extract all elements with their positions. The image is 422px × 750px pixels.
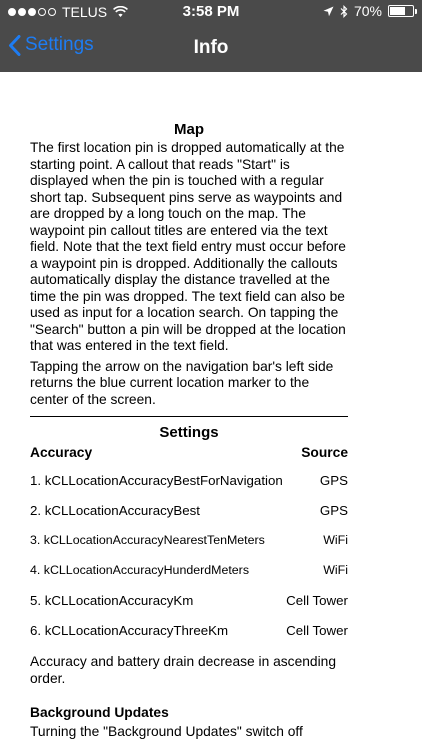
battery-level-fill [390, 7, 405, 15]
settings-section-title: Settings [159, 424, 219, 441]
info-content [30, 120, 348, 739]
top-bar [0, 0, 422, 72]
background-updates-title: Background Updates [30, 705, 169, 720]
battery-percent: 70% [353, 3, 382, 19]
map-section-title: Map [174, 121, 204, 138]
map-paragraph: The first location pin is dropped automatically at the starting point. A callout that reads "Start" is displayed when the pin is touched with a regular short tap. Subsequent pins serve as waypoints and are dropped by a long touch on the map. The waypoint pin callout titles are entered via the text field. Note that the text field entry must occur before a waypoint pin is dropped. Additionally the callouts automatically display the distance travelled at the time the pin was dropped. The text field can also be used as input for a location search. On tapping the "Search" button a pin will be dropped at the location that was entered in the text field. [30, 140, 346, 353]
accuracy-table-header [30, 445, 348, 460]
accuracy-column-header: Accuracy [30, 445, 93, 460]
accuracy-source: Cell Tower [286, 593, 348, 608]
accuracy-row [30, 593, 348, 610]
accuracy-label: 4. kCLLocationAccuracyHunderdMeters [30, 563, 250, 577]
status-bar [0, 0, 422, 24]
source-column-header: Source [301, 445, 348, 460]
accuracy-row [30, 563, 348, 580]
accuracy-label: 5. kCLLocationAccuracyKm [30, 593, 194, 608]
location-arrow-icon [323, 6, 334, 17]
accuracy-label: 6. kCLLocationAccuracyThreeKm [30, 623, 229, 638]
accuracy-source: GPS [319, 473, 348, 488]
page-title: Info [193, 37, 229, 58]
accuracy-row [30, 473, 348, 490]
accuracy-source: Cell Tower [286, 623, 348, 638]
section-divider [30, 416, 348, 417]
carrier-label: TELUS [62, 4, 108, 20]
battery-icon [388, 5, 414, 17]
map-paragraph: Tapping the arrow on the navigation bar's left side returns the blue current location marker to the center of the screen. [30, 358, 334, 407]
back-button-label: Settings [25, 34, 94, 55]
bluetooth-icon [340, 5, 348, 18]
accuracy-label: 3. kCLLocationAccuracyNearestTenMeters [30, 533, 265, 547]
accuracy-label: 1. kCLLocationAccuracyBestForNavigation [30, 473, 283, 488]
background-updates-text: Turning the "Background Updates" switch off [30, 724, 303, 739]
accuracy-row [30, 623, 348, 640]
accuracy-row [30, 503, 348, 520]
accuracy-note: Accuracy and battery drain decrease in ascending order. [30, 654, 337, 686]
accuracy-row [30, 533, 348, 550]
accuracy-source: WiFi [323, 533, 348, 547]
accuracy-source: WiFi [323, 563, 348, 577]
accuracy-label: 2. kCLLocationAccuracyBest [30, 503, 200, 518]
navigation-bar [0, 24, 422, 72]
clock: 3:58 PM [182, 3, 240, 20]
accuracy-source: GPS [319, 503, 348, 518]
